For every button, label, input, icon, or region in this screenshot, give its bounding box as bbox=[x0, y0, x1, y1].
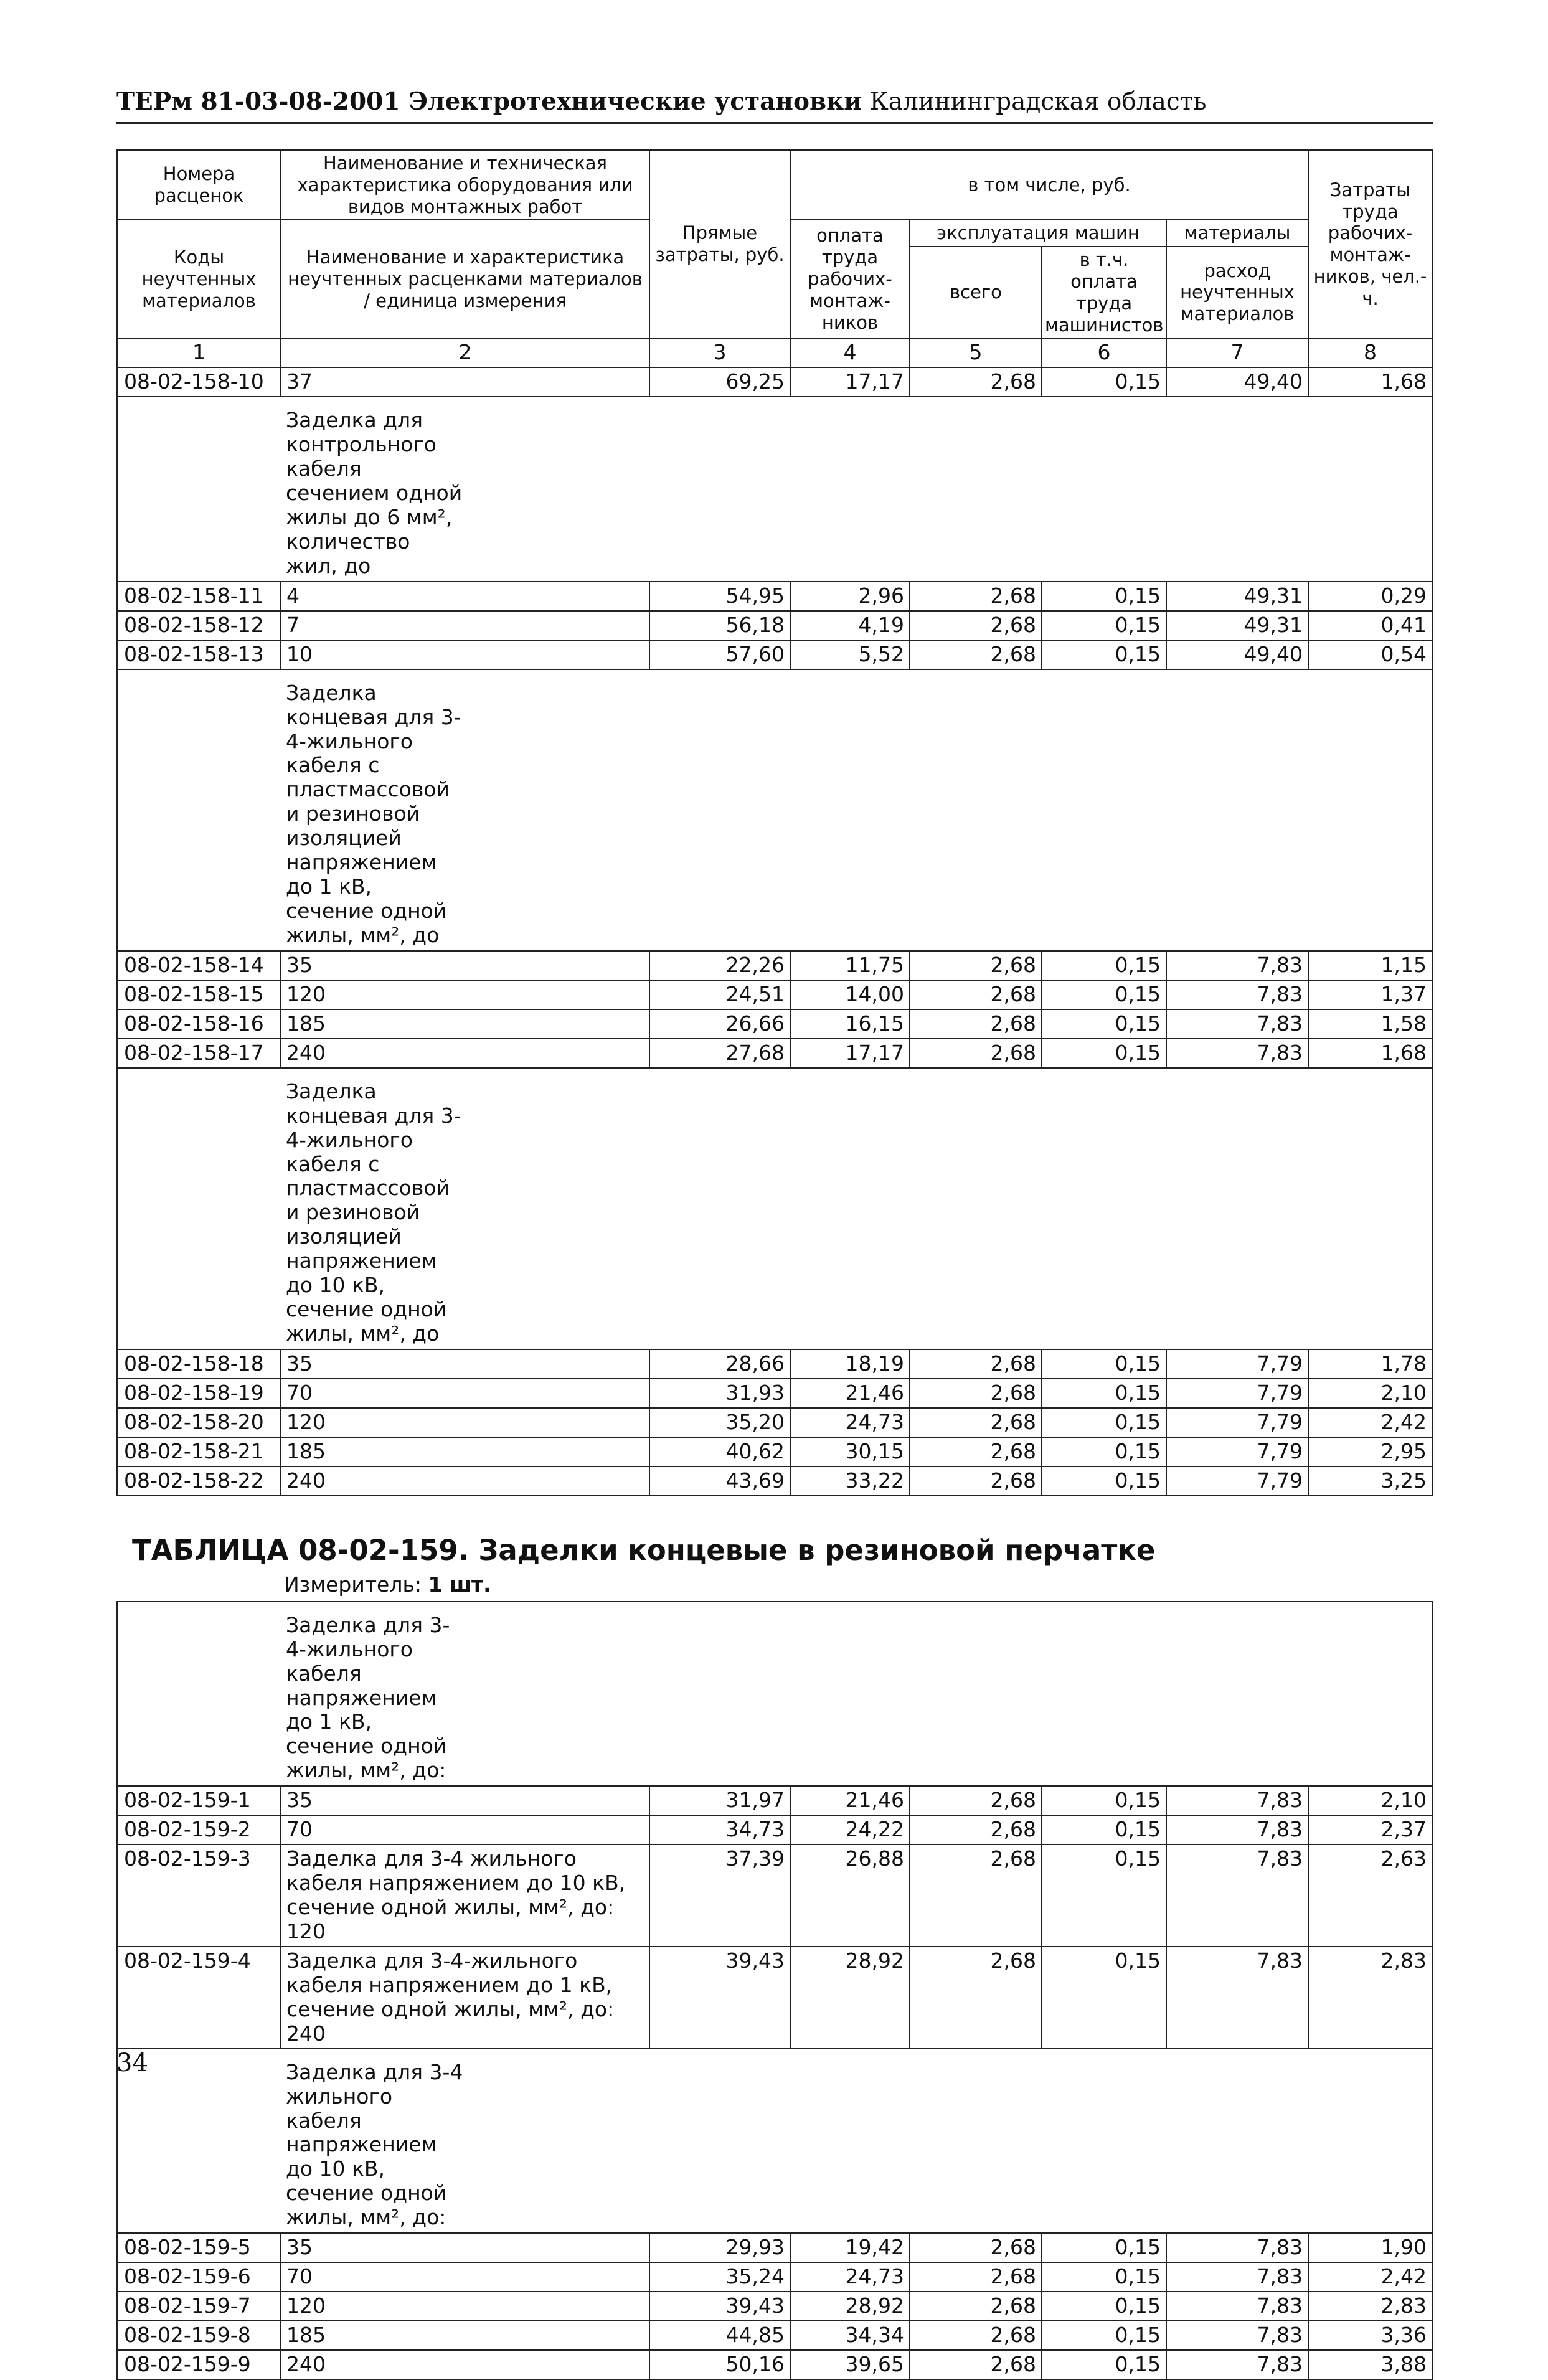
measure-label: Измеритель: bbox=[284, 1572, 422, 1597]
value-c8: 1,68 bbox=[1308, 1039, 1432, 1068]
rate-code: 08-02-159-2 bbox=[117, 1815, 281, 1844]
section-description: Заделка концевая для 3-4-жильного кабеля с пластмассовой и резиновой изоляцией напряжением до 1 кВ, сечение одной жилы, мм², до bbox=[281, 669, 1432, 951]
value-c3: 26,66 bbox=[649, 1009, 790, 1039]
value-c4: 28,92 bbox=[790, 2292, 910, 2321]
value-c4: 33,22 bbox=[790, 1466, 910, 1496]
table-row bbox=[117, 980, 1432, 1009]
machines-header: эксплуатация машин bbox=[910, 220, 1166, 247]
table-row bbox=[117, 1844, 1432, 1947]
value-c5: 2,68 bbox=[910, 1349, 1042, 1379]
value-c8: 0,41 bbox=[1308, 611, 1432, 640]
value-c3: 44,85 bbox=[649, 2321, 790, 2350]
value-c5: 2,68 bbox=[910, 2292, 1042, 2321]
section-description-row bbox=[117, 1602, 1432, 1787]
value-c3: 27,68 bbox=[649, 1039, 790, 1068]
col7-header: расход неучтенных материалов bbox=[1166, 247, 1308, 338]
section-description-row bbox=[117, 2049, 1432, 2234]
value-c8: 1,78 bbox=[1308, 1349, 1432, 1379]
table-row bbox=[117, 2321, 1432, 2350]
value-c3: 50,16 bbox=[649, 2350, 790, 2379]
col5-header: всего bbox=[910, 247, 1042, 338]
value-c8: 0,54 bbox=[1308, 640, 1432, 669]
rate-name: 35 bbox=[281, 951, 649, 980]
incl-header: в том числе, руб. bbox=[790, 150, 1308, 220]
rate-name: Заделка для 3-4 жильного кабеля напряжением до 10 кВ, сечение одной жилы, мм², до: 120 bbox=[281, 1844, 649, 1947]
value-c4: 17,17 bbox=[790, 1039, 910, 1068]
value-c6: 0,15 bbox=[1042, 1039, 1166, 1068]
value-c3: 34,73 bbox=[649, 1815, 790, 1844]
rate-name: 120 bbox=[281, 980, 649, 1009]
value-c7: 49,31 bbox=[1166, 611, 1308, 640]
value-c4: 34,34 bbox=[790, 2321, 910, 2350]
table-row bbox=[117, 640, 1432, 669]
rate-name: 37 bbox=[281, 367, 649, 397]
rate-code: 08-02-158-18 bbox=[117, 1349, 281, 1379]
value-c6: 0,15 bbox=[1042, 2233, 1166, 2262]
value-c3: 37,39 bbox=[649, 1844, 790, 1947]
value-c3: 54,95 bbox=[649, 582, 790, 611]
value-c4: 5,52 bbox=[790, 640, 910, 669]
table-title-text: ТАБЛИЦА 08-02-159. Заделки концевые в резиновой перчатке bbox=[132, 1533, 1156, 1567]
table-row bbox=[117, 1437, 1432, 1466]
value-c4: 11,75 bbox=[790, 951, 910, 980]
value-c6: 0,15 bbox=[1042, 951, 1166, 980]
value-c8: 3,88 bbox=[1308, 2350, 1432, 2379]
value-c6: 0,15 bbox=[1042, 611, 1166, 640]
value-c3: 57,60 bbox=[649, 640, 790, 669]
value-c4: 28,92 bbox=[790, 1947, 910, 2049]
rate-code: 08-02-158-12 bbox=[117, 611, 281, 640]
rate-code: 08-02-159-3 bbox=[117, 1844, 281, 1947]
value-c7: 7,79 bbox=[1166, 1379, 1308, 1408]
blank-cell bbox=[117, 669, 281, 951]
section-description: Заделка для 3-4-жильного кабеля напряжением до 1 кВ, сечение одной жилы, мм², до: bbox=[281, 1602, 1432, 1787]
value-c6: 0,15 bbox=[1042, 1947, 1166, 2049]
table-row bbox=[117, 1009, 1432, 1039]
blank-cell bbox=[117, 1068, 281, 1349]
value-c7: 7,79 bbox=[1166, 1349, 1308, 1379]
value-c5: 2,68 bbox=[910, 951, 1042, 980]
value-c3: 35,24 bbox=[649, 2262, 790, 2292]
rate-code: 08-02-158-20 bbox=[117, 1408, 281, 1437]
col1-bottom-header: Коды неучтенных материалов bbox=[117, 220, 281, 338]
table-row bbox=[117, 1466, 1432, 1496]
value-c8: 2,63 bbox=[1308, 1844, 1432, 1947]
col-number: 6 bbox=[1042, 338, 1166, 367]
value-c3: 35,20 bbox=[649, 1408, 790, 1437]
rate-name: 120 bbox=[281, 1408, 649, 1437]
value-c7: 7,83 bbox=[1166, 1039, 1308, 1068]
value-c7: 49,31 bbox=[1166, 582, 1308, 611]
value-c8: 2,83 bbox=[1308, 2292, 1432, 2321]
value-c7: 7,83 bbox=[1166, 980, 1308, 1009]
value-c4: 18,19 bbox=[790, 1349, 910, 1379]
value-c5: 2,68 bbox=[910, 367, 1042, 397]
rate-name: 35 bbox=[281, 1349, 649, 1379]
value-c3: 69,25 bbox=[649, 367, 790, 397]
value-c3: 29,93 bbox=[649, 2233, 790, 2262]
rate-name: 240 bbox=[281, 1466, 649, 1496]
value-c4: 2,96 bbox=[790, 582, 910, 611]
value-c5: 2,68 bbox=[910, 2233, 1042, 2262]
rate-code: 08-02-159-9 bbox=[117, 2350, 281, 2379]
rate-name: 240 bbox=[281, 1039, 649, 1068]
col2-bottom-header: Наименование и характеристика неучтенных расценками материалов / единица измерения bbox=[281, 220, 649, 338]
value-c8: 1,68 bbox=[1308, 367, 1432, 397]
rate-name: 70 bbox=[281, 2262, 649, 2292]
col-number: 7 bbox=[1166, 338, 1308, 367]
value-c5: 2,68 bbox=[910, 2262, 1042, 2292]
value-c6: 0,15 bbox=[1042, 2262, 1166, 2292]
col6-header: в т.ч. оплата труда машинистов bbox=[1042, 247, 1166, 338]
table-row bbox=[117, 2350, 1432, 2379]
value-c7: 7,83 bbox=[1166, 2262, 1308, 2292]
column-number-row bbox=[117, 338, 1432, 367]
value-c8: 1,15 bbox=[1308, 951, 1432, 980]
table-row bbox=[117, 582, 1432, 611]
value-c3: 39,43 bbox=[649, 1947, 790, 2049]
value-c4: 4,19 bbox=[790, 611, 910, 640]
value-c3: 39,43 bbox=[649, 2292, 790, 2321]
rate-code: 08-02-158-22 bbox=[117, 1466, 281, 1496]
rate-code: 08-02-158-13 bbox=[117, 640, 281, 669]
value-c7: 7,83 bbox=[1166, 1815, 1308, 1844]
value-c7: 49,40 bbox=[1166, 367, 1308, 397]
rate-name: 70 bbox=[281, 1379, 649, 1408]
value-c8: 3,25 bbox=[1308, 1466, 1432, 1496]
rate-name: 35 bbox=[281, 2233, 649, 2262]
col-number: 8 bbox=[1308, 338, 1432, 367]
value-c5: 2,68 bbox=[910, 1379, 1042, 1408]
value-c6: 0,15 bbox=[1042, 1844, 1166, 1947]
value-c6: 0,15 bbox=[1042, 2321, 1166, 2350]
rate-code: 08-02-159-7 bbox=[117, 2292, 281, 2321]
section-description: Заделка для контрольного кабеля сечением одной жилы до 6 мм², количество жил, до bbox=[281, 397, 1432, 582]
value-c3: 24,51 bbox=[649, 980, 790, 1009]
value-c5: 2,68 bbox=[910, 1039, 1042, 1068]
col-number: 1 bbox=[117, 338, 281, 367]
value-c7: 7,83 bbox=[1166, 1844, 1308, 1947]
rate-name: Заделка для 3-4-жильного кабеля напряжением до 1 кВ, сечение одной жилы, мм², до: 240 bbox=[281, 1947, 649, 2049]
value-c3: 31,97 bbox=[649, 1786, 790, 1815]
value-c7: 7,83 bbox=[1166, 2350, 1308, 2379]
col-number: 5 bbox=[910, 338, 1042, 367]
value-c8: 2,95 bbox=[1308, 1437, 1432, 1466]
value-c4: 24,73 bbox=[790, 1408, 910, 1437]
section-description-row bbox=[117, 1068, 1432, 1349]
rate-code: 08-02-158-14 bbox=[117, 951, 281, 980]
page-number: 34 bbox=[116, 2049, 148, 2077]
value-c7: 7,83 bbox=[1166, 1786, 1308, 1815]
value-c4: 21,46 bbox=[790, 1786, 910, 1815]
value-c8: 1,58 bbox=[1308, 1009, 1432, 1039]
value-c6: 0,15 bbox=[1042, 640, 1166, 669]
table-title-row bbox=[117, 1496, 1432, 1602]
col-number: 4 bbox=[790, 338, 910, 367]
value-c6: 0,15 bbox=[1042, 582, 1166, 611]
value-c4: 30,15 bbox=[790, 1437, 910, 1466]
value-c4: 26,88 bbox=[790, 1844, 910, 1947]
rate-code: 08-02-159-6 bbox=[117, 2262, 281, 2292]
col2-top-header: Наименование и техническая характеристика оборудования или видов монтажных работ bbox=[281, 150, 649, 220]
value-c5: 2,68 bbox=[910, 2321, 1042, 2350]
value-c4: 19,42 bbox=[790, 2233, 910, 2262]
value-c7: 7,83 bbox=[1166, 951, 1308, 980]
value-c3: 43,69 bbox=[649, 1466, 790, 1496]
value-c8: 2,42 bbox=[1308, 2262, 1432, 2292]
rate-name: 70 bbox=[281, 1815, 649, 1844]
rate-code: 08-02-158-21 bbox=[117, 1437, 281, 1466]
rate-name: 7 bbox=[281, 611, 649, 640]
value-c3: 56,18 bbox=[649, 611, 790, 640]
col-number: 3 bbox=[649, 338, 790, 367]
value-c8: 3,36 bbox=[1308, 2321, 1432, 2350]
value-c7: 7,79 bbox=[1166, 1437, 1308, 1466]
value-c5: 2,68 bbox=[910, 2350, 1042, 2379]
value-c6: 0,15 bbox=[1042, 1408, 1166, 1437]
value-c4: 14,00 bbox=[790, 980, 910, 1009]
value-c6: 0,15 bbox=[1042, 1466, 1166, 1496]
value-c7: 7,83 bbox=[1166, 2321, 1308, 2350]
table-row bbox=[117, 2262, 1432, 2292]
rate-code: 08-02-159-4 bbox=[117, 1947, 281, 2049]
value-c5: 2,68 bbox=[910, 1815, 1042, 1844]
value-c6: 0,15 bbox=[1042, 980, 1166, 1009]
value-c5: 2,68 bbox=[910, 980, 1042, 1009]
header-region: Калининградская область bbox=[869, 88, 1207, 116]
value-c8: 0,29 bbox=[1308, 582, 1432, 611]
value-c4: 39,65 bbox=[790, 2350, 910, 2379]
value-c4: 17,17 bbox=[790, 367, 910, 397]
value-c5: 2,68 bbox=[910, 611, 1042, 640]
table-row bbox=[117, 1349, 1432, 1379]
table-row bbox=[117, 2233, 1432, 2262]
table-row bbox=[117, 1379, 1432, 1408]
rate-name: 185 bbox=[281, 1437, 649, 1466]
table-row bbox=[117, 1039, 1432, 1068]
rate-name: 240 bbox=[281, 2350, 649, 2379]
value-c3: 22,26 bbox=[649, 951, 790, 980]
value-c6: 0,15 bbox=[1042, 1786, 1166, 1815]
value-c7: 7,83 bbox=[1166, 1947, 1308, 2049]
value-c6: 0,15 bbox=[1042, 2350, 1166, 2379]
value-c7: 7,79 bbox=[1166, 1466, 1308, 1496]
value-c7: 7,83 bbox=[1166, 2292, 1308, 2321]
section-description: Заделка для 3-4 жильного кабеля напряжением до 10 кВ, сечение одной жилы, мм², до: bbox=[281, 2049, 1432, 2234]
value-c5: 2,68 bbox=[910, 1844, 1042, 1947]
value-c5: 2,68 bbox=[910, 1466, 1042, 1496]
value-c6: 0,15 bbox=[1042, 367, 1166, 397]
col-number: 2 bbox=[281, 338, 649, 367]
value-c3: 31,93 bbox=[649, 1379, 790, 1408]
value-c5: 2,68 bbox=[910, 1786, 1042, 1815]
value-c5: 2,68 bbox=[910, 1408, 1042, 1437]
value-c8: 2,42 bbox=[1308, 1408, 1432, 1437]
value-c7: 7,83 bbox=[1166, 2233, 1308, 2262]
rate-code: 08-02-158-16 bbox=[117, 1009, 281, 1039]
rate-name: 4 bbox=[281, 582, 649, 611]
col3-header: Прямые затраты, руб. bbox=[649, 150, 790, 338]
rate-name: 10 bbox=[281, 640, 649, 669]
value-c6: 0,15 bbox=[1042, 2292, 1166, 2321]
rate-code: 08-02-158-19 bbox=[117, 1379, 281, 1408]
blank-cell bbox=[117, 397, 281, 582]
table-row bbox=[117, 951, 1432, 980]
value-c6: 0,15 bbox=[1042, 1437, 1166, 1466]
materials-header: материалы bbox=[1166, 220, 1308, 247]
table-row bbox=[117, 1815, 1432, 1844]
rate-name: 185 bbox=[281, 1009, 649, 1039]
rate-name: 185 bbox=[281, 2321, 649, 2350]
rate-code: 08-02-159-5 bbox=[117, 2233, 281, 2262]
measure-value: 1 шт. bbox=[428, 1572, 491, 1597]
value-c8: 1,90 bbox=[1308, 2233, 1432, 2262]
col1-top-header: Номера расценок bbox=[117, 150, 281, 220]
rate-code: 08-02-159-1 bbox=[117, 1786, 281, 1815]
table-row bbox=[117, 2292, 1432, 2321]
price-table bbox=[116, 149, 1433, 2380]
value-c8: 2,83 bbox=[1308, 1947, 1432, 2049]
rate-name: 35 bbox=[281, 1786, 649, 1815]
rate-code: 08-02-158-10 bbox=[117, 367, 281, 397]
value-c8: 2,10 bbox=[1308, 1379, 1432, 1408]
value-c3: 40,62 bbox=[649, 1437, 790, 1466]
table-row bbox=[117, 1786, 1432, 1815]
value-c5: 2,68 bbox=[910, 1009, 1042, 1039]
rate-code: 08-02-158-15 bbox=[117, 980, 281, 1009]
measure-line bbox=[132, 1567, 1432, 1597]
value-c4: 24,22 bbox=[790, 1815, 910, 1844]
page-header bbox=[116, 87, 1424, 116]
value-c4: 21,46 bbox=[790, 1379, 910, 1408]
table-head bbox=[117, 150, 1432, 367]
value-c4: 24,73 bbox=[790, 2262, 910, 2292]
table-row bbox=[117, 1408, 1432, 1437]
value-c5: 2,68 bbox=[910, 582, 1042, 611]
section-description: Заделка концевая для 3-4-жильного кабеля с пластмассовой и резиновой изоляцией напряжением до 10 кВ, сечение одной жилы, мм², до bbox=[281, 1068, 1432, 1349]
value-c5: 2,68 bbox=[910, 1437, 1042, 1466]
header-rule bbox=[116, 122, 1433, 124]
value-c6: 0,15 bbox=[1042, 1349, 1166, 1379]
col8-header: Затраты труда рабочих-монтаж-ников, чел.-ч. bbox=[1308, 150, 1432, 338]
section-description-row bbox=[117, 669, 1432, 951]
value-c3: 28,66 bbox=[649, 1349, 790, 1379]
section-description-row bbox=[117, 397, 1432, 582]
col4-header: оплата труда рабочих-монтаж-ников bbox=[790, 220, 910, 338]
value-c5: 2,68 bbox=[910, 640, 1042, 669]
value-c4: 16,15 bbox=[790, 1009, 910, 1039]
table-row bbox=[117, 367, 1432, 397]
rate-code: 08-02-159-8 bbox=[117, 2321, 281, 2350]
rate-code: 08-02-158-11 bbox=[117, 582, 281, 611]
rate-code: 08-02-158-17 bbox=[117, 1039, 281, 1068]
blank-cell bbox=[117, 1602, 281, 1787]
value-c6: 0,15 bbox=[1042, 1815, 1166, 1844]
table-title bbox=[117, 1496, 1432, 1602]
table-row bbox=[117, 611, 1432, 640]
value-c7: 49,40 bbox=[1166, 640, 1308, 669]
value-c6: 0,15 bbox=[1042, 1379, 1166, 1408]
header-doc-title: ТЕРм 81-03-08-2001 Электротехнические установки bbox=[116, 87, 862, 116]
value-c8: 2,37 bbox=[1308, 1815, 1432, 1844]
value-c7: 7,79 bbox=[1166, 1408, 1308, 1437]
table-body bbox=[117, 367, 1432, 2379]
rate-name: 120 bbox=[281, 2292, 649, 2321]
value-c7: 7,83 bbox=[1166, 1009, 1308, 1039]
value-c6: 0,15 bbox=[1042, 1009, 1166, 1039]
table-row bbox=[117, 1947, 1432, 2049]
value-c8: 2,10 bbox=[1308, 1786, 1432, 1815]
value-c5: 2,68 bbox=[910, 1947, 1042, 2049]
value-c8: 1,37 bbox=[1308, 980, 1432, 1009]
